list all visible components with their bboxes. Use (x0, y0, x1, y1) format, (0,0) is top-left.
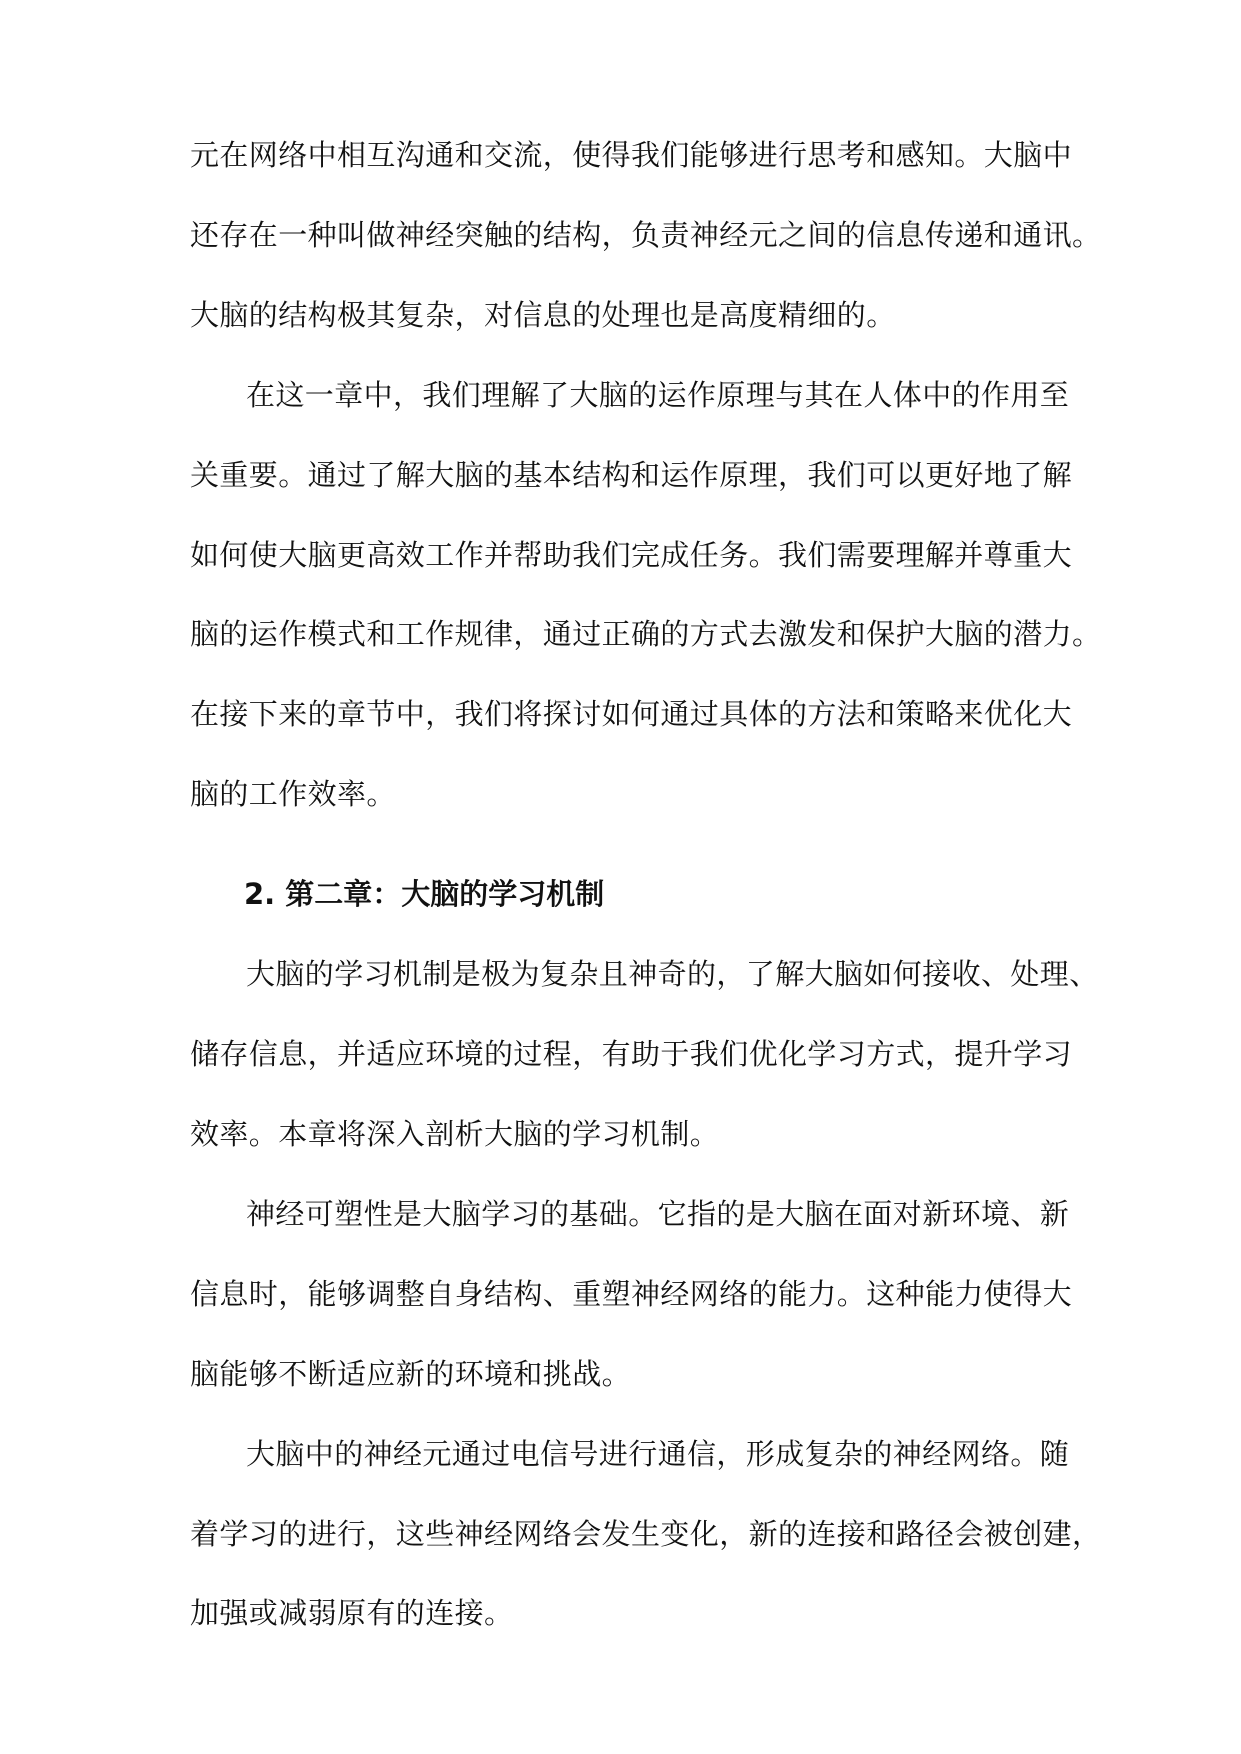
paragraph-line: 脑的工作效率。 (190, 777, 396, 811)
paragraph-line: 还存在一种叫做神经突触的结构，负责神经元之间的信息传递和通讯。 (190, 218, 1102, 252)
paragraph-line: 加强或减弱原有的连接。 (190, 1596, 514, 1630)
paragraph-line: 元在网络中相互沟通和交流，使得我们能够进行思考和感知。大脑中 (190, 138, 1073, 172)
paragraph-line: 在接下来的章节中，我们将探讨如何通过具体的方法和策略来优化大 (190, 697, 1073, 731)
paragraph-line: 大脑的结构极其复杂，对信息的处理也是高度精细的。 (190, 298, 896, 332)
paragraph-line: 大脑的学习机制是极为复杂且神奇的，了解大脑如何接收、处理、 (246, 957, 1099, 991)
paragraph-line: 在这一章中，我们理解了大脑的运作原理与其在人体中的作用至 (246, 378, 1070, 412)
paragraph-line: 信息时，能够调整自身结构、重塑神经网络的能力。这种能力使得大 (190, 1277, 1073, 1311)
paragraph-line: 效率。本章将深入剖析大脑的学习机制。 (190, 1117, 720, 1151)
paragraph-line: 大脑中的神经元通过电信号进行通信，形成复杂的神经网络。随 (246, 1437, 1070, 1471)
paragraph-line: 如何使大脑更高效工作并帮助我们完成任务。我们需要理解并尊重大 (190, 538, 1073, 572)
paragraph-line: 关重要。通过了解大脑的基本结构和运作原理，我们可以更好地了解 (190, 458, 1073, 492)
paragraph-line: 神经可塑性是大脑学习的基础。它指的是大脑在面对新环境、新 (246, 1197, 1070, 1231)
paragraph-line: 脑能够不断适应新的环境和挑战。 (190, 1357, 632, 1391)
paragraph-line: 脑的运作模式和工作规律，通过正确的方式去激发和保护大脑的潜力。 (190, 617, 1102, 651)
section-heading: 2. 第二章：大脑的学习机制 (244, 877, 605, 911)
paragraph-line: 着学习的进行，这些神经网络会发生变化，新的连接和路径会被创建， (190, 1517, 1102, 1551)
paragraph-line: 储存信息，并适应环境的过程，有助于我们优化学习方式，提升学习 (190, 1037, 1073, 1071)
